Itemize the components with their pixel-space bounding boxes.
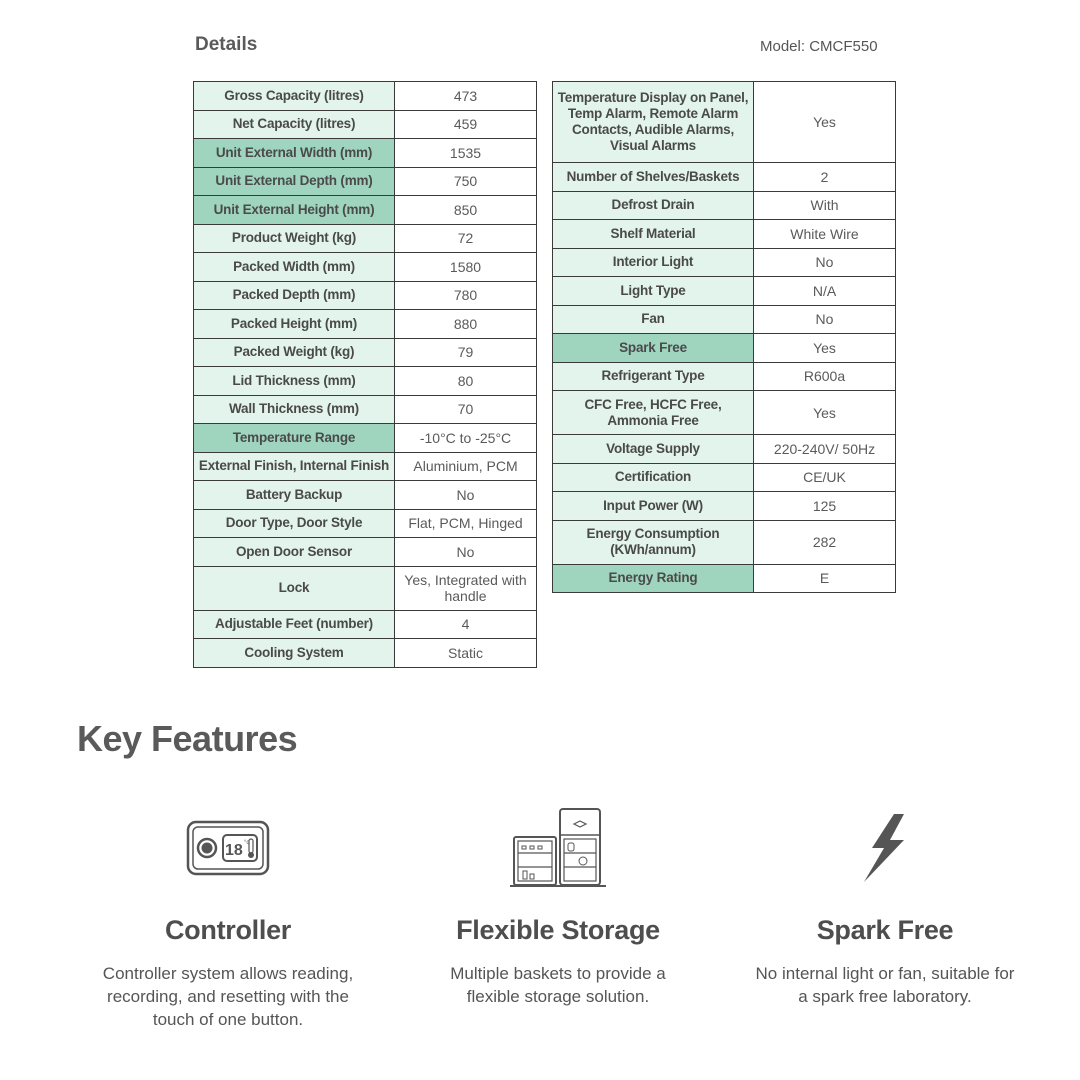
lightning-bolt-icon (720, 800, 1050, 895)
spec-value: CE/UK (754, 463, 896, 492)
spec-label: CFC Free, HCFC Free, Ammonia Free (553, 391, 754, 435)
spec-label: Unit External Depth (mm) (194, 167, 395, 196)
spec-table-right-body (553, 82, 896, 593)
controller-icon-reading: 18 (225, 841, 243, 859)
spec-label: Lock (194, 566, 395, 610)
spec-row (194, 224, 537, 253)
spec-value: 750 (395, 167, 537, 196)
spec-label: Wall Thickness (mm) (194, 395, 395, 424)
spec-label: Net Capacity (litres) (194, 110, 395, 139)
spec-label: Temperature Display on Panel, Temp Alarm, Remote Alarm Contacts, Audible Alarms, Visual Alarms (553, 82, 754, 163)
spec-value: Yes (754, 334, 896, 363)
spec-value: R600a (754, 362, 896, 391)
storage-icon (393, 800, 723, 895)
spec-row (553, 334, 896, 363)
spec-row (194, 538, 537, 567)
details-title: Details (195, 34, 258, 55)
spec-label: Packed Weight (kg) (194, 338, 395, 367)
spec-row (553, 391, 896, 435)
spec-label: Unit External Width (mm) (194, 139, 395, 168)
feature-storage (393, 800, 723, 1008)
spec-row (194, 639, 537, 668)
spec-label: Refrigerant Type (553, 362, 754, 391)
spec-value: 220-240V/ 50Hz (754, 435, 896, 464)
spec-row (194, 424, 537, 453)
spec-value: 125 (754, 492, 896, 521)
model-number: Model: CMCF550 (760, 38, 878, 55)
spec-value: 4 (395, 610, 537, 639)
spec-row (553, 463, 896, 492)
spec-table-left (193, 81, 537, 668)
spec-row (194, 452, 537, 481)
spec-label: Packed Depth (mm) (194, 281, 395, 310)
spec-row (194, 196, 537, 225)
spec-value: 72 (395, 224, 537, 253)
spec-row (553, 248, 896, 277)
spec-row (553, 82, 896, 163)
spec-value: No (754, 248, 896, 277)
spec-row (553, 163, 896, 192)
spec-row (194, 338, 537, 367)
spec-label: Light Type (553, 277, 754, 306)
spec-label: Temperature Range (194, 424, 395, 453)
spec-row (553, 362, 896, 391)
feature-spark-free-description: No internal light or fan, suitable for a spark free laboratory. (755, 964, 1015, 1006)
spec-value: Yes (754, 391, 896, 435)
spec-value: No (395, 538, 537, 567)
feature-controller-description: Controller system allows reading, recording, and resetting with the touch of one button. (102, 964, 354, 1029)
spec-label: Energy Consumption (KWh/annum) (553, 520, 754, 564)
spec-value: 459 (395, 110, 537, 139)
spec-value: E (754, 564, 896, 593)
spec-value: 1535 (395, 139, 537, 168)
spec-row (194, 610, 537, 639)
feature-storage-description: Multiple baskets to provide a flexible storage solution. (450, 964, 666, 1006)
spec-label: Door Type, Door Style (194, 509, 395, 538)
spec-row (194, 509, 537, 538)
spec-value: 79 (395, 338, 537, 367)
feature-spark-free-title: Spark Free (816, 915, 954, 945)
spec-row (194, 167, 537, 196)
spec-value: With (754, 191, 896, 220)
feature-storage-title: Flexible Storage (456, 915, 660, 945)
key-features-title: Key Features (77, 718, 298, 759)
spec-row (194, 281, 537, 310)
spec-value: 880 (395, 310, 537, 339)
spec-label: Open Door Sensor (194, 538, 395, 567)
spec-label: Shelf Material (553, 220, 754, 249)
spec-row (194, 566, 537, 610)
spec-value: No (395, 481, 537, 510)
spec-label: Gross Capacity (litres) (194, 82, 395, 111)
spec-label: Energy Rating (553, 564, 754, 593)
spec-label: Fan (553, 305, 754, 334)
spec-value: 780 (395, 281, 537, 310)
spec-row (194, 110, 537, 139)
controller-icon-unit: °c (244, 839, 250, 846)
spec-row (194, 395, 537, 424)
spec-value: Yes (754, 82, 896, 163)
spec-value: 850 (395, 196, 537, 225)
spec-table-left-body (194, 82, 537, 668)
spec-label: Product Weight (kg) (194, 224, 395, 253)
spec-value: -10°C to -25°C (395, 424, 537, 453)
spec-label: Cooling System (194, 639, 395, 668)
spec-value: White Wire (754, 220, 896, 249)
spec-row (553, 220, 896, 249)
spec-label: Battery Backup (194, 481, 395, 510)
spec-row (194, 82, 537, 111)
spec-row (553, 520, 896, 564)
spec-value: N/A (754, 277, 896, 306)
spec-value: 473 (395, 82, 537, 111)
spec-value: Aluminium, PCM (395, 452, 537, 481)
spec-value: Yes, Integrated with handle (395, 566, 537, 610)
spec-value: No (754, 305, 896, 334)
spec-row (194, 310, 537, 339)
spec-row (194, 139, 537, 168)
spec-label: Certification (553, 463, 754, 492)
spec-value: 80 (395, 367, 537, 396)
spec-row (553, 435, 896, 464)
spec-value: 282 (754, 520, 896, 564)
spec-label: Spark Free (553, 334, 754, 363)
spec-value: 2 (754, 163, 896, 192)
controller-icon (63, 800, 393, 895)
spec-row (553, 564, 896, 593)
feature-spark-free (720, 800, 1050, 1008)
spec-label: External Finish, Internal Finish (194, 452, 395, 481)
spec-value: Flat, PCM, Hinged (395, 509, 537, 538)
spec-value: 1580 (395, 253, 537, 282)
spec-table-right (552, 81, 896, 593)
spec-label: Voltage Supply (553, 435, 754, 464)
spec-row (553, 305, 896, 334)
spec-value: 70 (395, 395, 537, 424)
feature-controller-title: Controller (164, 915, 291, 945)
spec-label: Number of Shelves/Baskets (553, 163, 754, 192)
spec-label: Input Power (W) (553, 492, 754, 521)
spec-row (194, 253, 537, 282)
spec-label: Packed Height (mm) (194, 310, 395, 339)
spec-row (553, 191, 896, 220)
spec-label: Lid Thickness (mm) (194, 367, 395, 396)
spec-row (553, 277, 896, 306)
spec-row (194, 367, 537, 396)
spec-label: Unit External Height (mm) (194, 196, 395, 225)
spec-label: Adjustable Feet (number) (194, 610, 395, 639)
spec-value: Static (395, 639, 537, 668)
spec-label: Packed Width (mm) (194, 253, 395, 282)
spec-row (194, 481, 537, 510)
spec-label: Interior Light (553, 248, 754, 277)
spec-row (553, 492, 896, 521)
feature-controller (63, 800, 393, 1031)
spec-label: Defrost Drain (553, 191, 754, 220)
